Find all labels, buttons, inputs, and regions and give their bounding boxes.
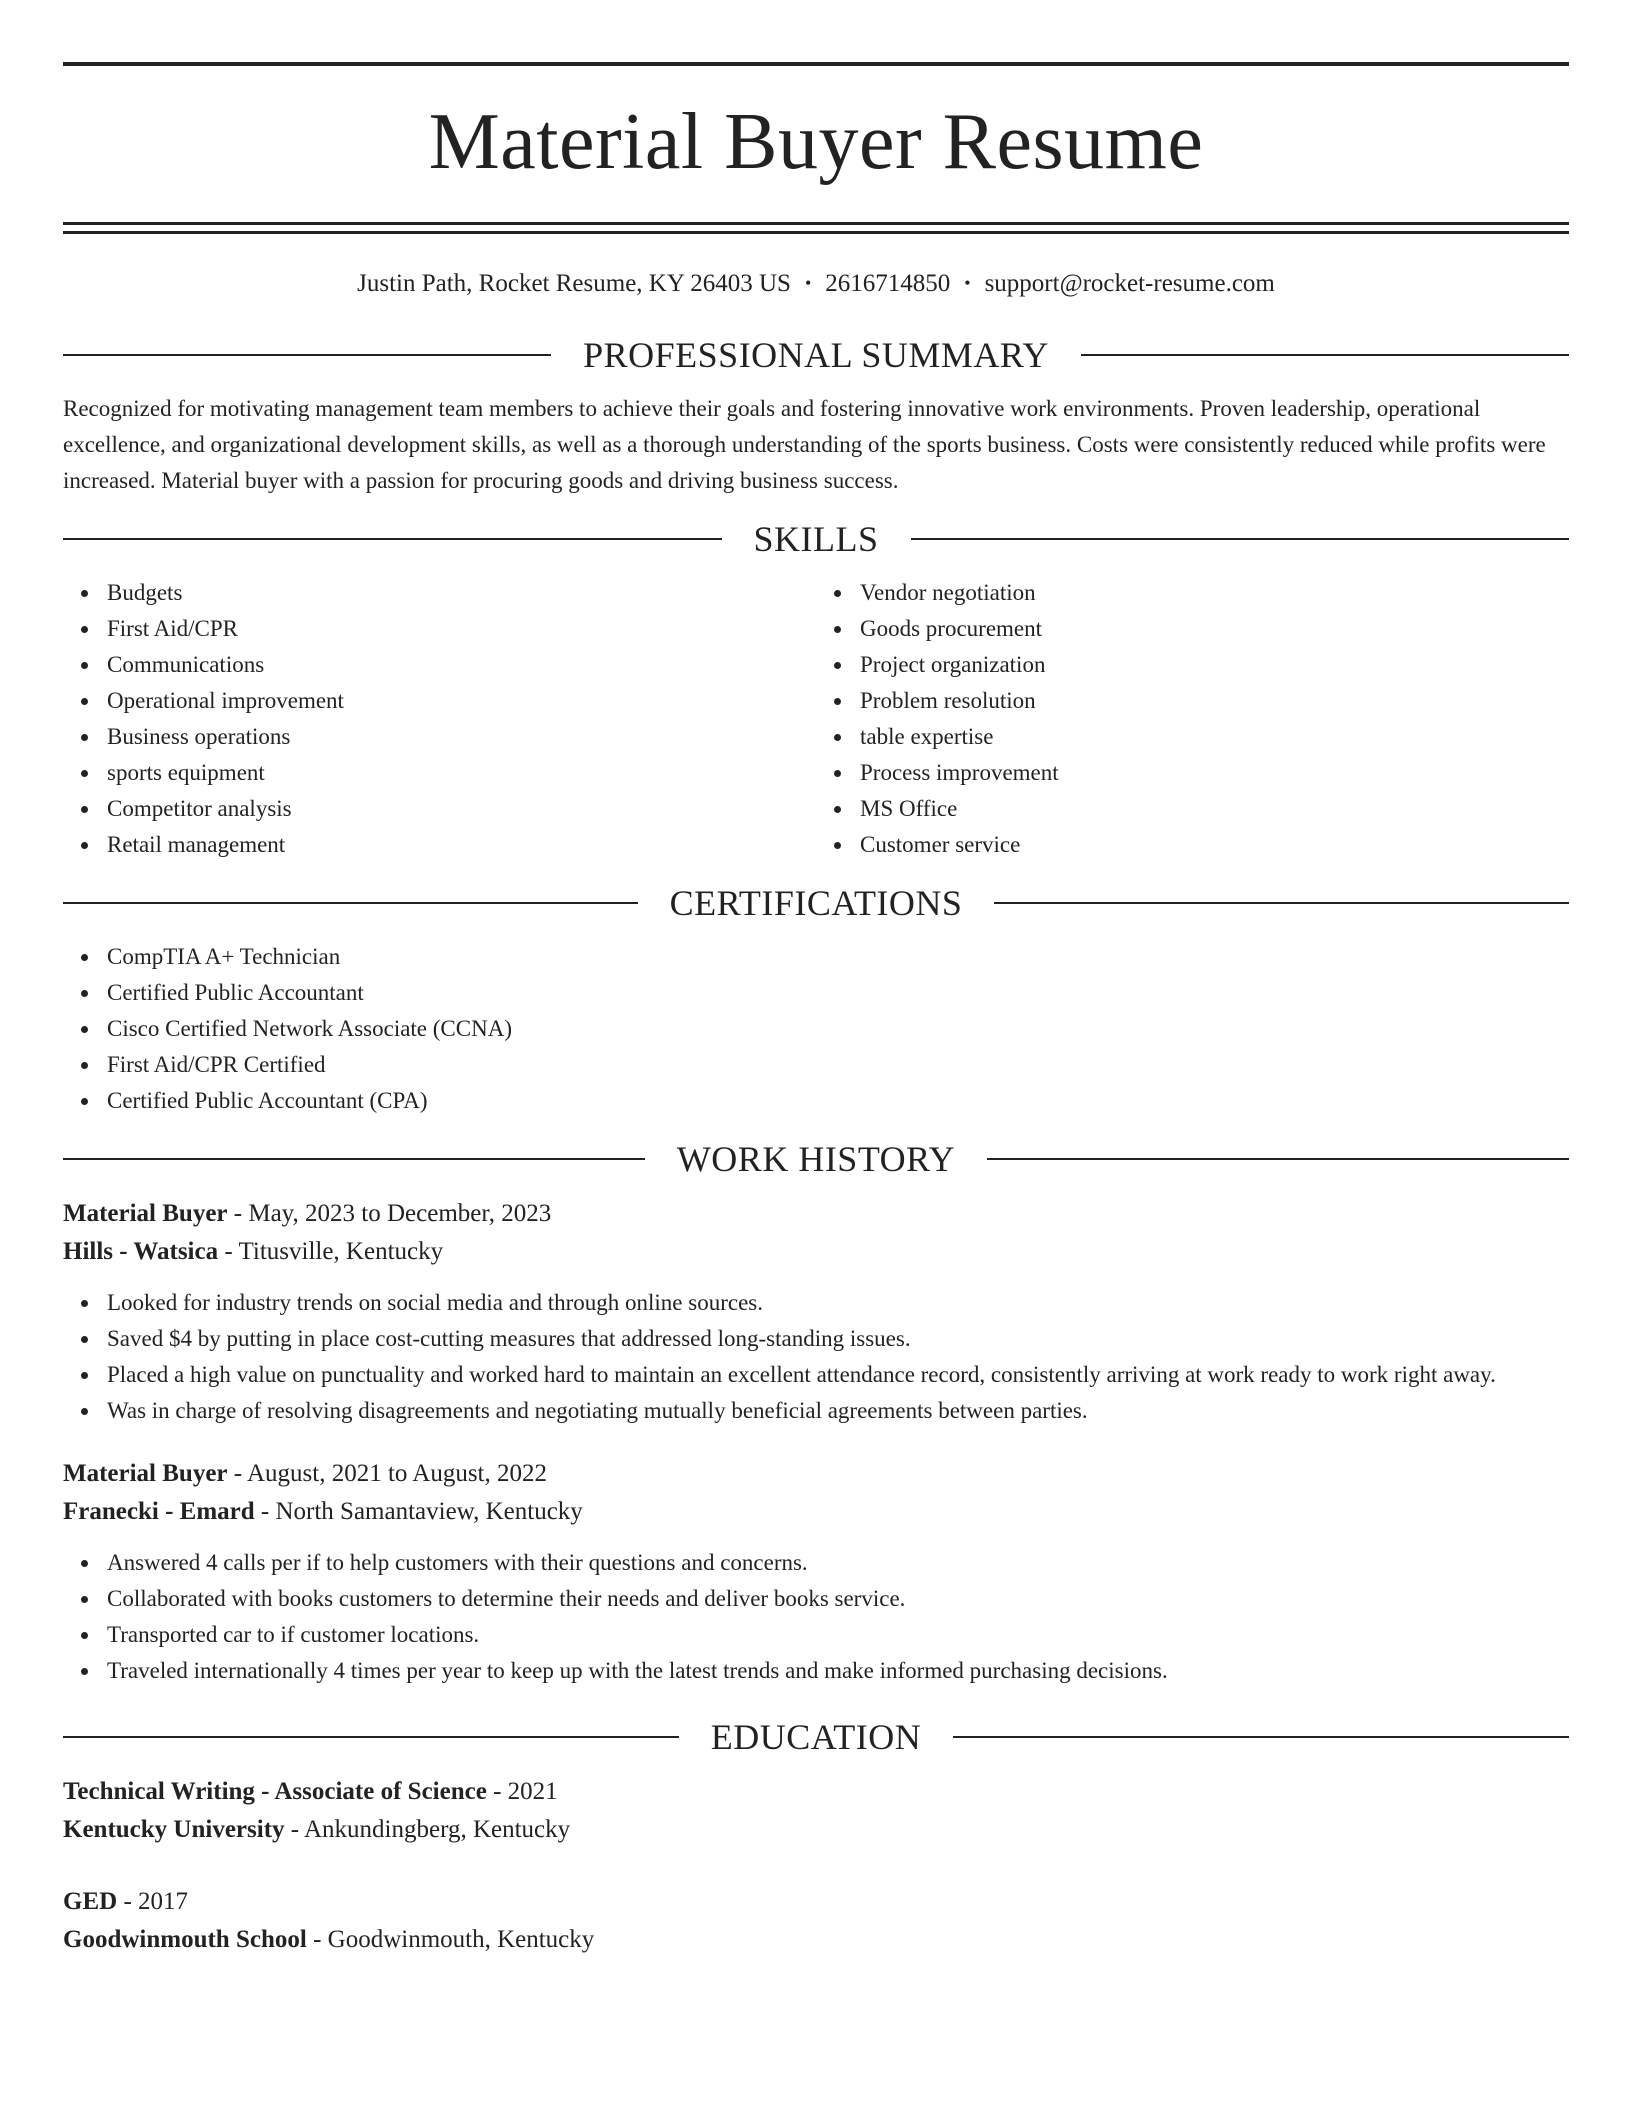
school-line <box>63 1811 1569 1849</box>
summary-heading-label: PROFESSIONAL SUMMARY <box>583 335 1049 375</box>
contact-phone: 2616714850 <box>825 270 951 297</box>
certification-item: Certified Public Accountant <box>107 975 1569 1011</box>
certification-item: CompTIA A+ Technician <box>107 939 1569 975</box>
skills-list-left <box>63 575 816 863</box>
job-dates: - May, 2023 to December, 2023 <box>227 1200 552 1227</box>
certification-item: First Aid/CPR Certified <box>107 1047 1569 1083</box>
job-bullet: Traveled internationally 4 times per year to keep up with the latest trends and make informed purchasing decisions. <box>107 1653 1569 1689</box>
skill-item: Competitor analysis <box>107 791 816 827</box>
job-bullet: Saved $4 by putting in place cost-cutting measures that addressed long-standing issues. <box>107 1321 1569 1357</box>
heading-rule <box>911 538 1570 540</box>
certifications-list <box>63 939 1569 1119</box>
skill-item: First Aid/CPR <box>107 611 816 647</box>
work-heading <box>63 1137 1569 1181</box>
heading-rule <box>63 902 638 904</box>
education-heading <box>63 1715 1569 1759</box>
skill-item: MS Office <box>860 791 1569 827</box>
school-location: - Ankundingberg, Kentucky <box>284 1816 571 1843</box>
job-title: Material Buyer <box>63 1460 228 1487</box>
skills-list-right <box>816 575 1569 863</box>
skill-item: Operational improvement <box>107 683 816 719</box>
contact-address: Justin Path, Rocket Resume, KY 26403 US <box>357 270 791 297</box>
job-company: Franecki - Emard <box>63 1498 255 1525</box>
degree-year: - 2021 <box>486 1778 558 1805</box>
skills-heading <box>63 517 1569 561</box>
heading-rule <box>63 1736 679 1738</box>
heading-rule <box>63 354 551 356</box>
job-bullets <box>63 1545 1569 1689</box>
skill-item: Business operations <box>107 719 816 755</box>
job-bullet: Was in charge of resolving disagreements and negotiating mutually beneficial agreements between parties. <box>107 1393 1569 1429</box>
degree-year: - 2017 <box>117 1888 189 1915</box>
heading-rule <box>1081 354 1569 356</box>
certification-item: Cisco Certified Network Associate (CCNA) <box>107 1011 1569 1047</box>
skill-item: Process improvement <box>860 755 1569 791</box>
school-line <box>63 1921 1569 1959</box>
job-bullet: Placed a high value on punctuality and worked hard to maintain an excellent attendance record, consistently arriving at work ready to work right away. <box>107 1357 1569 1393</box>
skill-item: Budgets <box>107 575 816 611</box>
heading-rule <box>63 538 722 540</box>
job-company-line <box>63 1493 1569 1531</box>
certification-item: Certified Public Accountant (CPA) <box>107 1083 1569 1119</box>
job-bullet: Looked for industry trends on social media and through online sources. <box>107 1285 1569 1321</box>
title-rule-lower <box>63 231 1569 234</box>
degree-name: Technical Writing - Associate of Science <box>63 1778 487 1805</box>
job-bullet: Answered 4 calls per if to help customers with their questions and concerns. <box>107 1545 1569 1581</box>
job-location: - North Samantaview, Kentucky <box>254 1498 583 1525</box>
skill-item: Retail management <box>107 827 816 863</box>
job-location: - Titusville, Kentucky <box>218 1238 444 1265</box>
heading-rule <box>953 1736 1569 1738</box>
job-title-line <box>63 1195 1569 1233</box>
title-rule-upper <box>63 222 1569 225</box>
job-bullet: Transported car to if customer locations. <box>107 1617 1569 1653</box>
job-company: Hills - Watsica <box>63 1238 219 1265</box>
contact-email: support@rocket-resume.com <box>984 270 1275 297</box>
contact-separator: • <box>804 273 812 293</box>
degree-name: GED <box>63 1888 118 1915</box>
heading-rule <box>987 1158 1569 1160</box>
degree-line <box>63 1773 1569 1811</box>
education-heading-label: EDUCATION <box>710 1717 922 1757</box>
job-bullet: Collaborated with books customers to determine their needs and deliver books service. <box>107 1581 1569 1617</box>
work-heading-label: WORK HISTORY <box>676 1139 956 1179</box>
skill-item: Customer service <box>860 827 1569 863</box>
summary-heading <box>63 333 1569 377</box>
skill-item: Vendor negotiation <box>860 575 1569 611</box>
contact-line <box>63 266 1569 301</box>
top-rule <box>63 62 1569 66</box>
education-entry <box>63 1773 1569 1849</box>
school-name: Kentucky University <box>63 1816 285 1843</box>
job-bullets <box>63 1285 1569 1429</box>
certifications-heading <box>63 881 1569 925</box>
skills-grid <box>63 575 1569 863</box>
school-name: Goodwinmouth School <box>63 1926 307 1953</box>
heading-rule <box>63 1158 645 1160</box>
job-company-line <box>63 1233 1569 1271</box>
job-entry <box>63 1195 1569 1429</box>
skill-item: table expertise <box>860 719 1569 755</box>
job-title: Material Buyer <box>63 1200 228 1227</box>
job-dates: - August, 2021 to August, 2022 <box>227 1460 548 1487</box>
skill-item: Goods procurement <box>860 611 1569 647</box>
summary-text: Recognized for motivating management team members to achieve their goals and fostering innovative work environments. Proven leadership, operational excellence, and organizational development skills, as well as a thorough understanding of the sports business. Costs were consistently reduced while profits were increased. Material buyer with a passion for procuring goods and driving business success. <box>63 396 1546 493</box>
skill-item: Project organization <box>860 647 1569 683</box>
job-entry <box>63 1455 1569 1689</box>
contact-separator: • <box>964 273 971 293</box>
job-title-line <box>63 1455 1569 1493</box>
skill-item: sports equipment <box>107 755 816 791</box>
school-location: - Goodwinmouth, Kentucky <box>306 1926 595 1953</box>
skills-heading-label: SKILLS <box>753 519 879 559</box>
resume-title: Material Buyer Resume <box>428 98 1204 186</box>
degree-line <box>63 1883 1569 1921</box>
skill-item: Communications <box>107 647 816 683</box>
certifications-heading-label: CERTIFICATIONS <box>669 883 963 923</box>
education-entry <box>63 1883 1569 1959</box>
heading-rule <box>994 902 1569 904</box>
skill-item: Problem resolution <box>860 683 1569 719</box>
